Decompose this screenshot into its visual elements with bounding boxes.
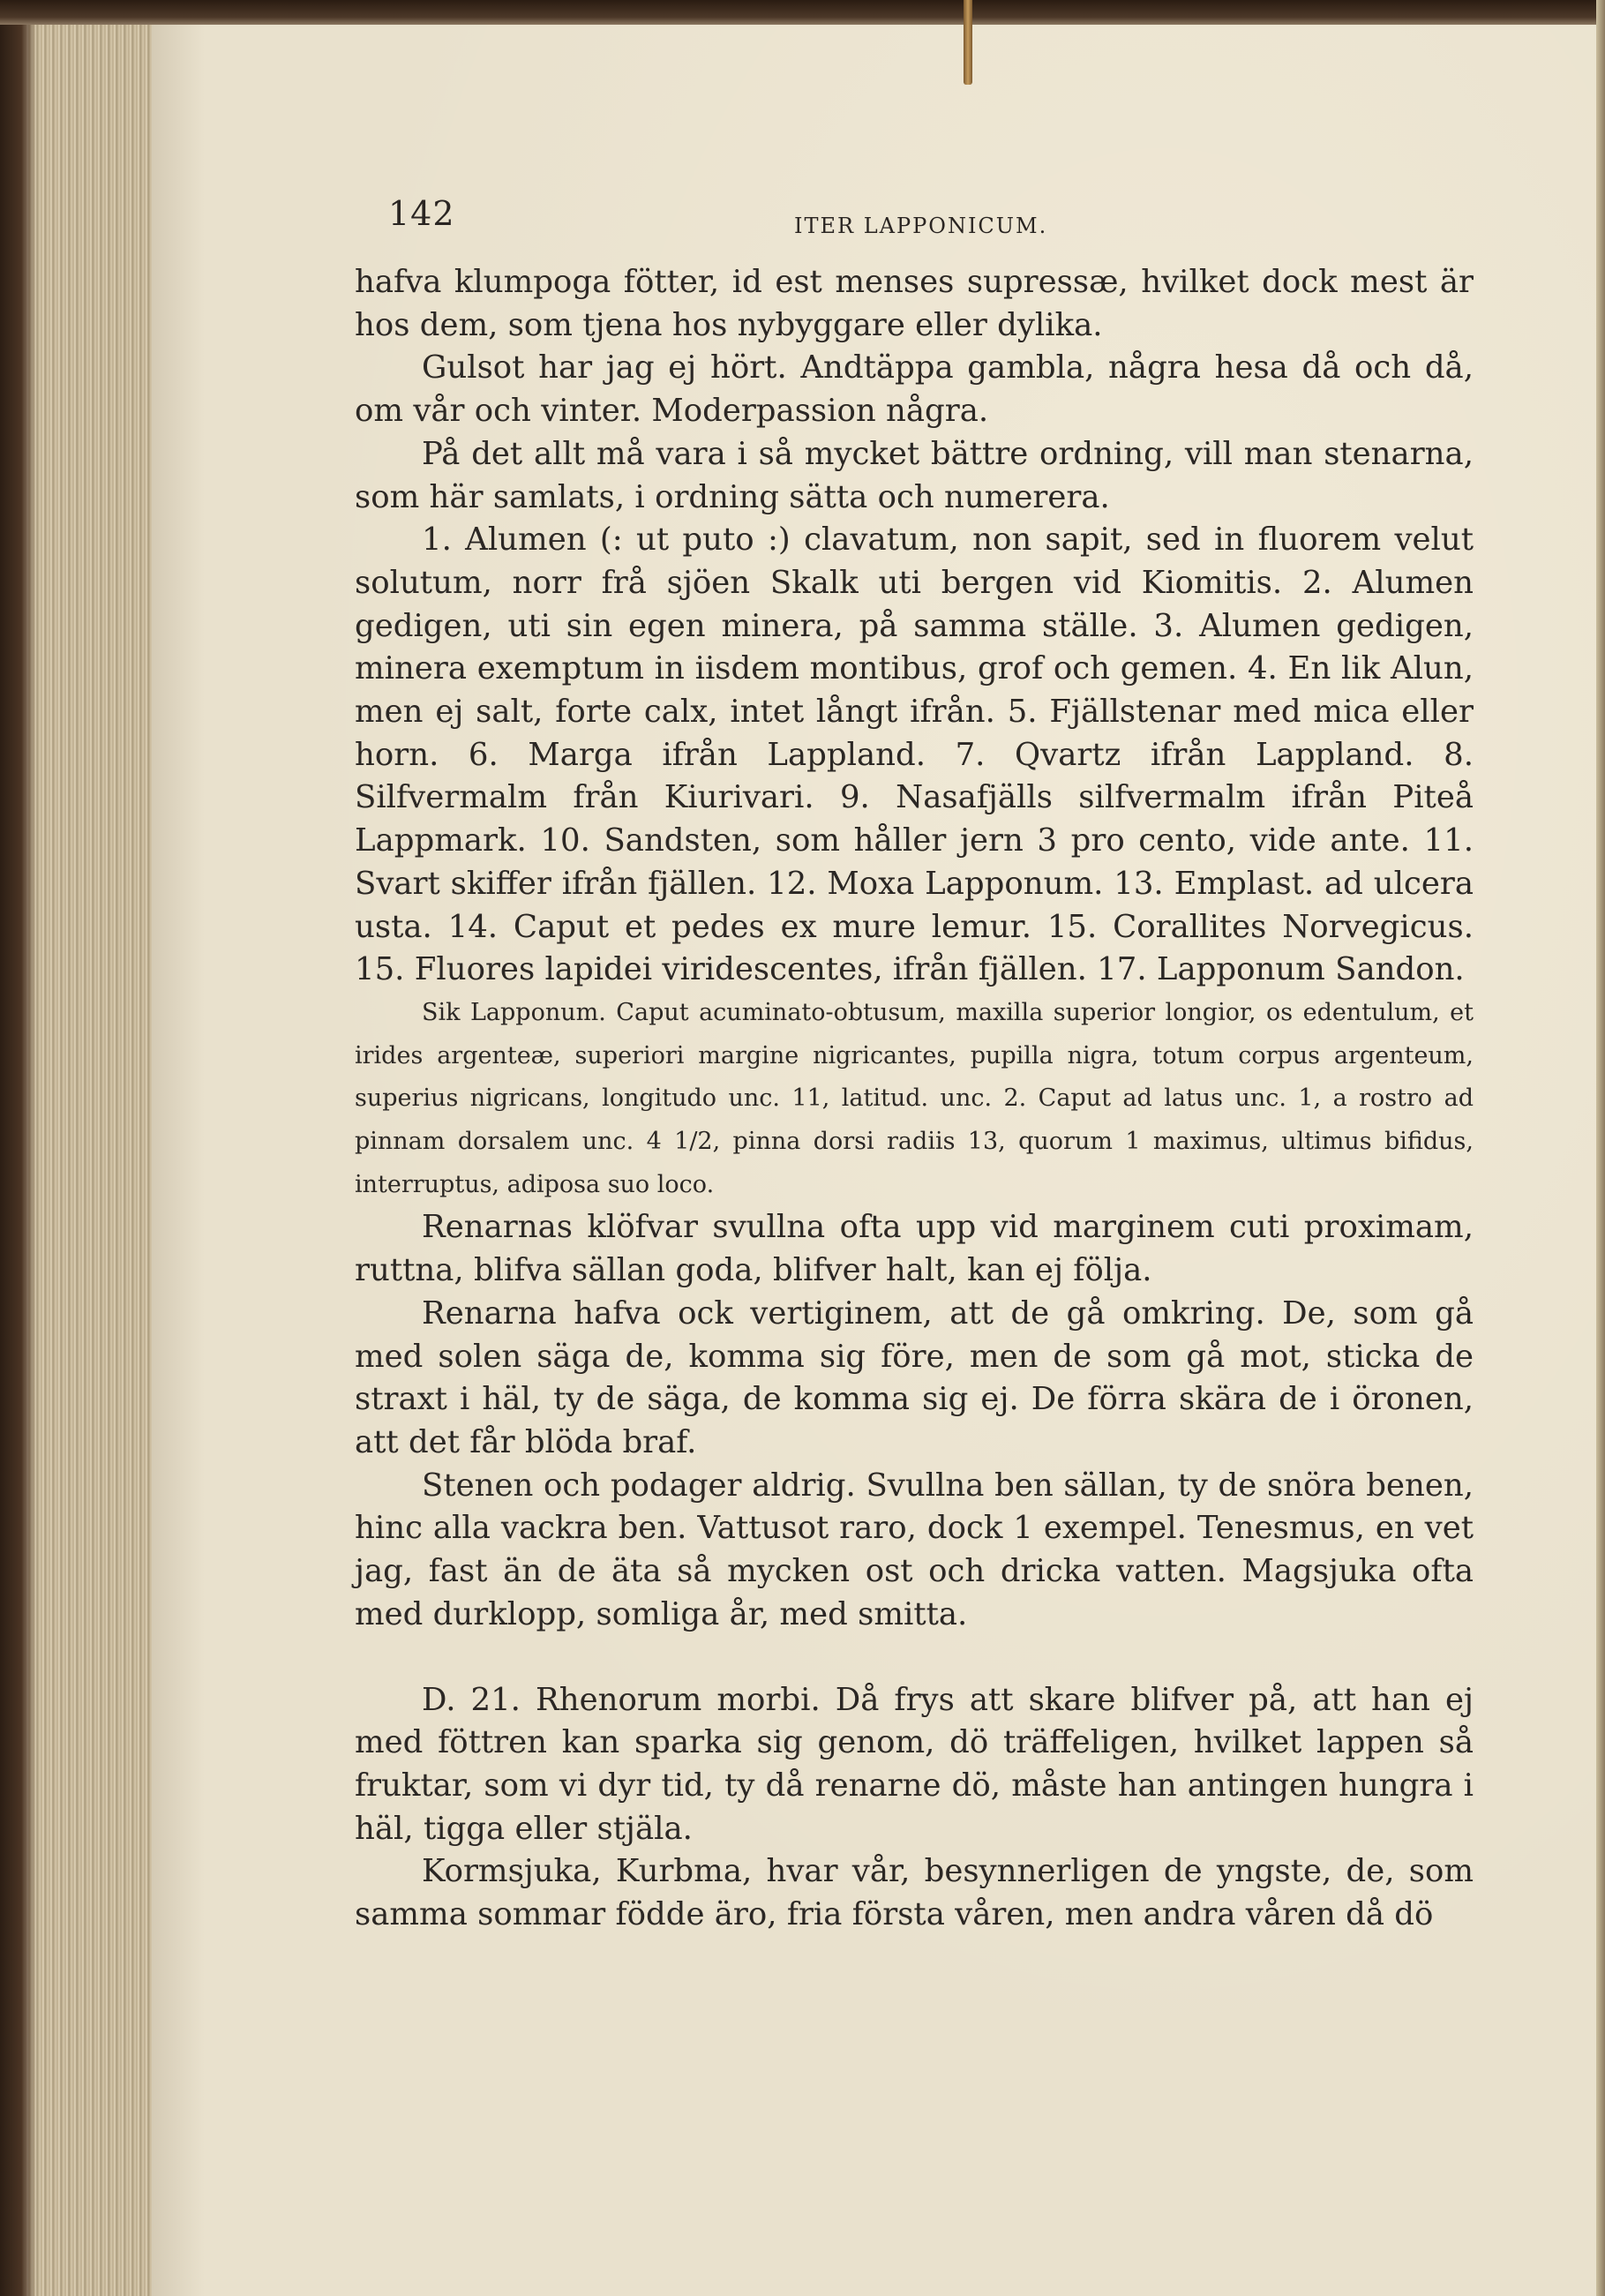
paragraph-1: hafva klumpoga fötter, id est menses supressæ, hvilket dock mest är hos dem, som tjena hos nybyggare eller dylika. [355,264,1474,343]
paragraph-7: Renarna hafva ock vertiginem, att de gå omkring. De, som gå med solen säga de, komma sig före, men de som gå mot, sticka de straxt i häl, ty de säga, de komma sig ej. De förra skära de i öronen, att det får blöda braf. [355,1294,1474,1460]
paragraph-stone-list: 1. Alumen (: ut puto :) clavatum, non sapit, sed in fluorem velut solutum, norr frå sjöen Skalk uti bergen vid Kiomitis. 2. Alumen gedigen, uti sin egen minera, på samma ställe. 3. Alumen gedigen, minera exemptum in iisdem montibus, grof och gemen. 4. En lik Alun, men ej salt, forte calx, intet långt ifrån. 5. Fjällstenar med mica eller horn. 6. Marga ifrån Lappland. 7. Qvartz ifrån Lappland. 8. Silfvermalm från Kiurivari. 9. Nasafjälls silfvermalm ifrån Piteå Lappmark. 10. Sandsten, som håller jern 3 pro cento, vide ante. 11. Svart skiffer ifrån fjällen. 12. Moxa Lapponum. 13. Emplast. ad ulcera usta. 14. Caput et pedes ex mure lemur. 15. Corallites Norvegicus. 15. Fluores lapidei viridescentes, ifrån fjällen. 17. Lapponum Sandon. [355,521,1474,988]
book-top-edge [0,0,1605,25]
page-number: 142 [388,194,455,233]
section-gap [355,1637,1474,1679]
bookmark-ribbon [964,0,972,85]
running-head: ITER LAPPONICUM. [794,214,1048,238]
book-cover-edge [0,0,35,2296]
paragraph-8: Stenen och podager aldrig. Svullna ben sällan, ty de snöra benen, hinc alla vackra ben. Vattusot raro, dock 1 exempel. Tenesmus, en vet jag, fast än de äta så mycken ost och dricka vatten. Magsjuka ofta med durklopp, somliga år, med smitta. [355,1467,1474,1632]
book-right-edge [1596,0,1605,2296]
paragraph-kormsjuka: Kormsjuka, Kurbma, hvar vår, besynnerligen de yngste, de, som samma sommar födde äro, fria första våren, men andra våren då dö [355,1853,1474,1933]
paragraph-2: Gulsot har jag ej hört. Andtäppa gambla, några hesa då och då, om vår och vinter. Moderpassion några. [355,349,1474,430]
paragraph-6: Renarnas klöfvar svullna ofta upp vid marginem cuti proximam, ruttna, blifva sällan goda, blifver halt, kan ej följa. [355,1209,1474,1289]
paragraph-3: På det allt må vara i så mycket bättre ordning, vill man stenarna, som här samlats, i ordning sätta och numerera. [355,435,1474,515]
paragraph-rhenorum-morbi: D. 21. Rhenorum morbi. Då frys att skare blifver på, att han ej med föttren kan sparka sig genom, dö träffeligen, hvilket lappen så fruktar, som vi dyr tid, ty då renarne dö, måste han antingen hungra i häl, tigga eller stjäla. [355,1681,1474,1847]
page-body [355,261,1474,1937]
page-header [238,159,1544,238]
paragraph-sik-description: Sik Lapponum. Caput acuminato-obtusum, maxilla superior longior, os edentulum, et irides argenteæ, superiori margine nigricantes, pupilla nigra, totum corpus argenteum, superius nigricans, longitudo unc. 11, latitud. unc. 2. Caput ad latus unc. 1, a rostro ad pinnam dorsalem unc. 4 1/2, pinna dorsi radiis 13, quorum 1 maximus, ultimus bifidus, interruptus, adiposa suo loco. [355,998,1474,1198]
